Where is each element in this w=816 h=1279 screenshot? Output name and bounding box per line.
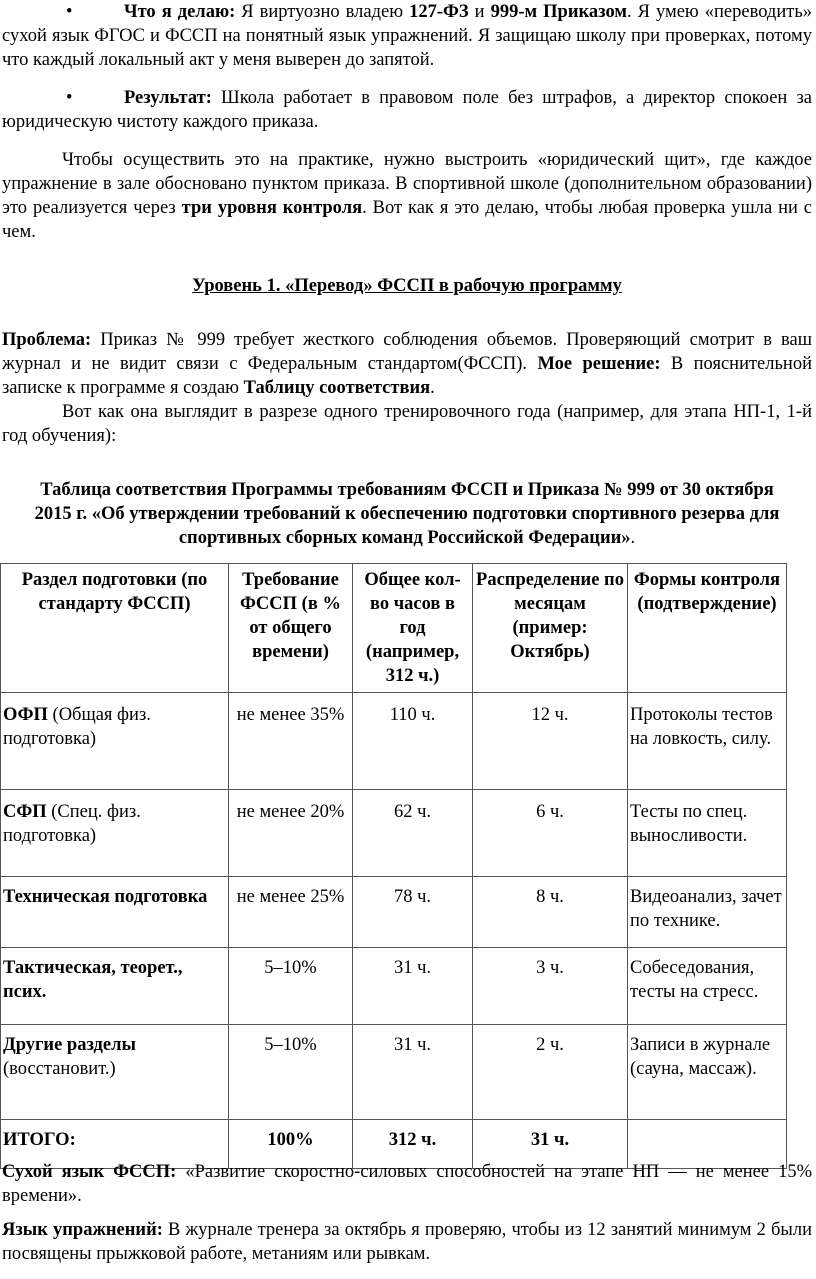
month-cell: 12 ч.: [473, 693, 628, 790]
hours-cell: 110 ч.: [353, 693, 473, 790]
text: (Общая физ. подготовка): [3, 705, 151, 749]
control-cell: Собеседования, тесты на стресс.: [628, 948, 787, 1025]
bottom-section: [0, 1160, 816, 1266]
text-bold: Другие разделы: [3, 1035, 136, 1055]
control-cell: Тесты по спец. выносливости.: [628, 790, 787, 877]
total-month: 31 ч.: [473, 1120, 628, 1169]
text: . Вот как я это делаю, чтобы любая проверка ушла ни с чем.: [2, 198, 813, 242]
header-cell: Общее кол-во часов в год (например, 312 ч.): [353, 564, 473, 693]
dry-language-paragraph: [2, 1160, 812, 1208]
text-bold: Тактическая, теорет., псих.: [3, 958, 183, 1002]
text: .: [630, 528, 636, 548]
req-cell: 5–10%: [229, 948, 353, 1025]
correspondence-table: [0, 563, 787, 1169]
month-cell: 6 ч.: [473, 790, 628, 877]
text: Чтобы осуществить это на практике, нужно выстроить «юридический щит», где каждое упражнение в зале обосновано пунктом приказа. В спортивной школе (дополнительном образовании) это реализуется через: [2, 150, 812, 218]
header-cell: Формы контроля (подтверждение): [628, 564, 787, 693]
hours-cell: 31 ч.: [353, 1025, 473, 1120]
text-bold: Техническая подготовка: [3, 887, 208, 907]
req-cell: не менее 25%: [229, 877, 353, 948]
header-cell: Распределение по месяцам (пример: Октябрь): [473, 564, 628, 693]
text-bold: 999-м Приказом: [490, 2, 627, 22]
section-cell: [1, 948, 229, 1025]
text: Школа работает в правовом поле без штрафов, а директор спокоен за юридическую чистоту каждого приказа.: [2, 88, 812, 132]
intro-paragraph: [2, 148, 812, 244]
text-bold: 127-ФЗ: [409, 2, 469, 22]
text: «Развитие скоростно-силовых способностей на этапе НП — не менее 15% времени».: [2, 1162, 812, 1206]
header-cell: Требование ФССП (в % от общего времени): [229, 564, 353, 693]
control-cell: Записи в журнале (сауна, массаж).: [628, 1025, 787, 1120]
exercise-language-paragraph: [2, 1218, 812, 1266]
hours-cell: 31 ч.: [353, 948, 473, 1025]
header-cell: Раздел подготовки (по стандарту ФССП): [1, 564, 229, 693]
month-cell: 8 ч.: [473, 877, 628, 948]
section-cell: [1, 693, 229, 790]
text-bold: Таблица соответствия Программы требованиям ФССП и Приказа № 999 от 30 октября 2015 г. «Об утверждении требований к обеспечению подготовки спортивного резерва для спортивных сборных команд Российской Федерации»: [34, 480, 780, 548]
text-bold: ОФП: [3, 705, 48, 725]
text: В пояснительной записке к программе я создаю: [2, 354, 812, 398]
total-req: 100%: [229, 1120, 353, 1169]
text: и: [468, 2, 491, 22]
table-row: [1, 790, 787, 877]
control-cell: Видеоанализ, зачет по технике.: [628, 877, 787, 948]
text: Я виртуозно владею: [235, 2, 410, 22]
example-intro: Вот как она выглядит в разрезе одного тренировочного года (например, для этапа НП-1, 1-й год обучения):: [2, 402, 812, 446]
section-cell: [1, 790, 229, 877]
control-cell: Протоколы тестов на ловкость, силу.: [628, 693, 787, 790]
table-header-row: [1, 564, 787, 693]
table-row: [1, 1025, 787, 1120]
text: .: [430, 378, 435, 398]
month-cell: 2 ч.: [473, 1025, 628, 1120]
total-hours: 312 ч.: [353, 1120, 473, 1169]
text: (восстановит.): [3, 1059, 116, 1079]
req-cell: 5–10%: [229, 1025, 353, 1120]
problem-label: Проблема:: [2, 330, 92, 350]
section-cell: [1, 1025, 229, 1120]
text: (Спец. физ. подготовка): [3, 802, 141, 846]
bullet-label: Что я делаю:: [124, 2, 236, 22]
problem-paragraph: [2, 328, 812, 400]
bullet-label: Результат:: [124, 88, 212, 108]
bullet-icon: •: [66, 2, 73, 22]
text: Приказ № 999 требует жесткого соблюдения объемов. Проверяющий смотрит в ваш журнал и не видит связи с Федеральным стандартом(ФССП).: [2, 330, 812, 374]
total-label: ИТОГО:: [1, 1120, 229, 1169]
table-title: [2, 478, 812, 550]
hours-cell: 78 ч.: [353, 877, 473, 948]
bullet-icon: •: [66, 88, 73, 108]
text-bold: три уровня контроля: [181, 198, 363, 218]
exercise-label: Язык упражнений:: [2, 1220, 163, 1240]
solution-label: Мое решение:: [537, 354, 661, 374]
table-row: [1, 693, 787, 790]
table-row: [1, 948, 787, 1025]
bullet-result: [2, 86, 812, 134]
text: В журнале тренера за октябрь я проверяю, чтобы из 12 занятий минимум 2 были посвящены прыжковой работе, метаниям или рывкам.: [2, 1220, 812, 1264]
text-bold: СФП: [3, 802, 47, 822]
table-row: [1, 877, 787, 948]
month-cell: 3 ч.: [473, 948, 628, 1025]
dry-label: Сухой язык ФССП:: [2, 1162, 177, 1182]
text: . Я умею «переводить» сухой язык ФГОС и ФССП на понятный язык упражнений. Я защищаю школу при проверках, потому что каждый локальный акт у меня выверен до запятой.: [2, 2, 813, 70]
req-cell: не менее 35%: [229, 693, 353, 790]
level1-heading: Уровень 1. «Перевод» ФССП в рабочую программу: [192, 276, 622, 296]
document: [0, 0, 816, 550]
hours-cell: 62 ч.: [353, 790, 473, 877]
bullet-what-i-do: [2, 0, 812, 72]
text-bold: Таблицу соответствия: [243, 378, 431, 398]
section-cell: [1, 877, 229, 948]
req-cell: не менее 20%: [229, 790, 353, 877]
